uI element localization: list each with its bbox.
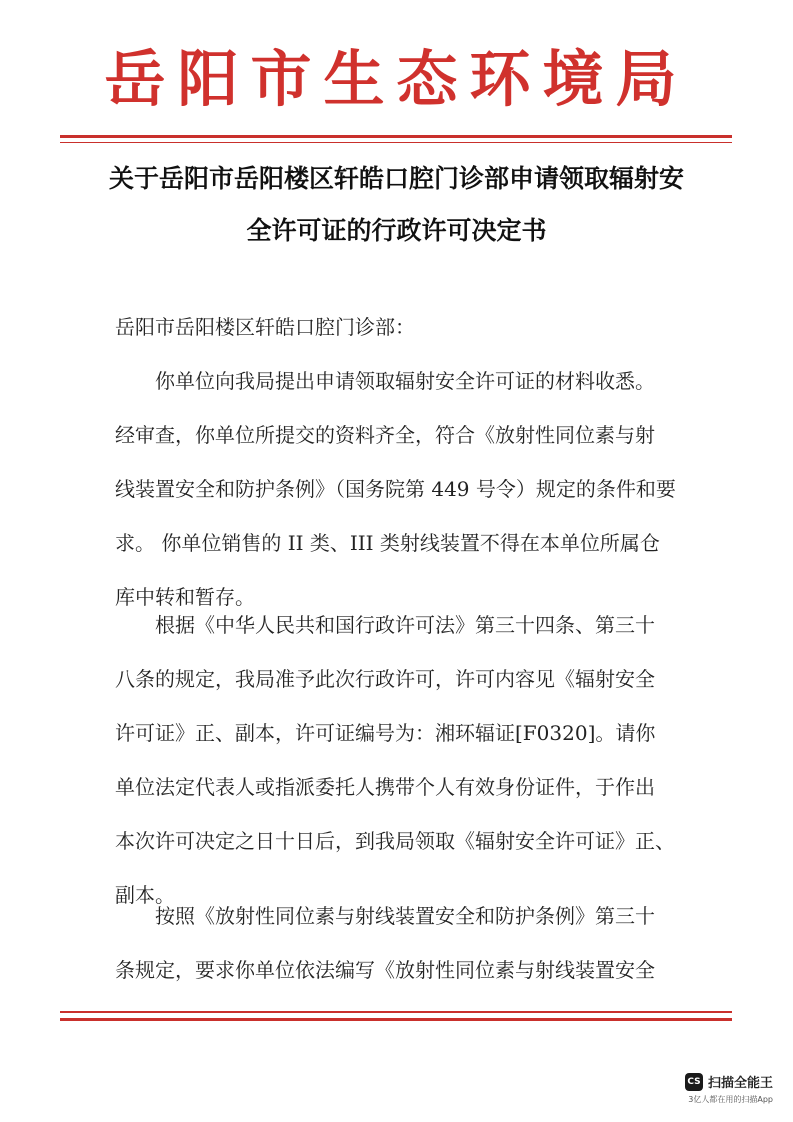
footer-rule-thick [60,1018,732,1021]
paragraph-line: 经审查，你单位所提交的资料齐全，符合《放射性同位素与射 [115,423,655,447]
watermark-tagline: 3亿人都在用的扫描App [688,1095,773,1104]
header-rule-thick [60,135,732,138]
paragraph-line: 副本。 [115,883,175,907]
paragraph-line: 根据《中华人民共和国行政许可法》第三十四条、第三十 [155,613,655,637]
paragraph-2 [115,598,715,922]
footer-rule-thin [60,1011,732,1013]
paragraph-line: 条规定，要求你单位依法编写《放射性同位素与射线装置安全 [115,958,655,982]
document-title [80,153,713,257]
title-line: 关于岳阳市岳阳楼区轩皓口腔门诊部申请领取辐射安 [108,164,684,193]
paragraph-3 [115,889,715,997]
paragraph-line: 单位法定代表人或指派委托人携带个人有效身份证件，于作出 [115,775,655,799]
paragraph-line: 按照《放射性同位素与射线装置安全和防护条例》第三十 [155,904,655,928]
title-line: 全许可证的行政许可决定书 [246,216,547,245]
paragraph-line: 你单位向我局提出申请领取辐射安全许可证的材料收悉。 [155,369,655,393]
addressee: 岳阳市岳阳楼区轩皓口腔门诊部： [115,315,415,339]
scanner-watermark [685,1072,773,1105]
paragraph-line: 求。 你单位销售的 II 类、III 类射线装置不得在本单位所属仓 [115,531,660,555]
paragraph-line: 本次许可决定之日十日后，到我局领取《辐射安全许可证》正、 [115,829,675,853]
paragraph-line: 许可证》正、副本，许可证编号为：湘环辐证[F0320]。请你 [115,721,656,745]
watermark-brand: 扫描全能王 [707,1076,773,1091]
paragraph-1 [115,354,715,624]
paragraph-line: 库中转和暂存。 [115,585,255,609]
agency-masthead: 岳阳市生态环境局 [104,44,689,115]
paragraph-line: 八条的规定，我局准予此次行政许可，许可内容见《辐射安全 [115,667,655,691]
paragraph-line: 线装置安全和防护条例》（国务院第 449 号令）规定的条件和要 [115,477,676,501]
header-rule-thin [60,142,732,143]
camscanner-icon: CS [685,1073,703,1091]
